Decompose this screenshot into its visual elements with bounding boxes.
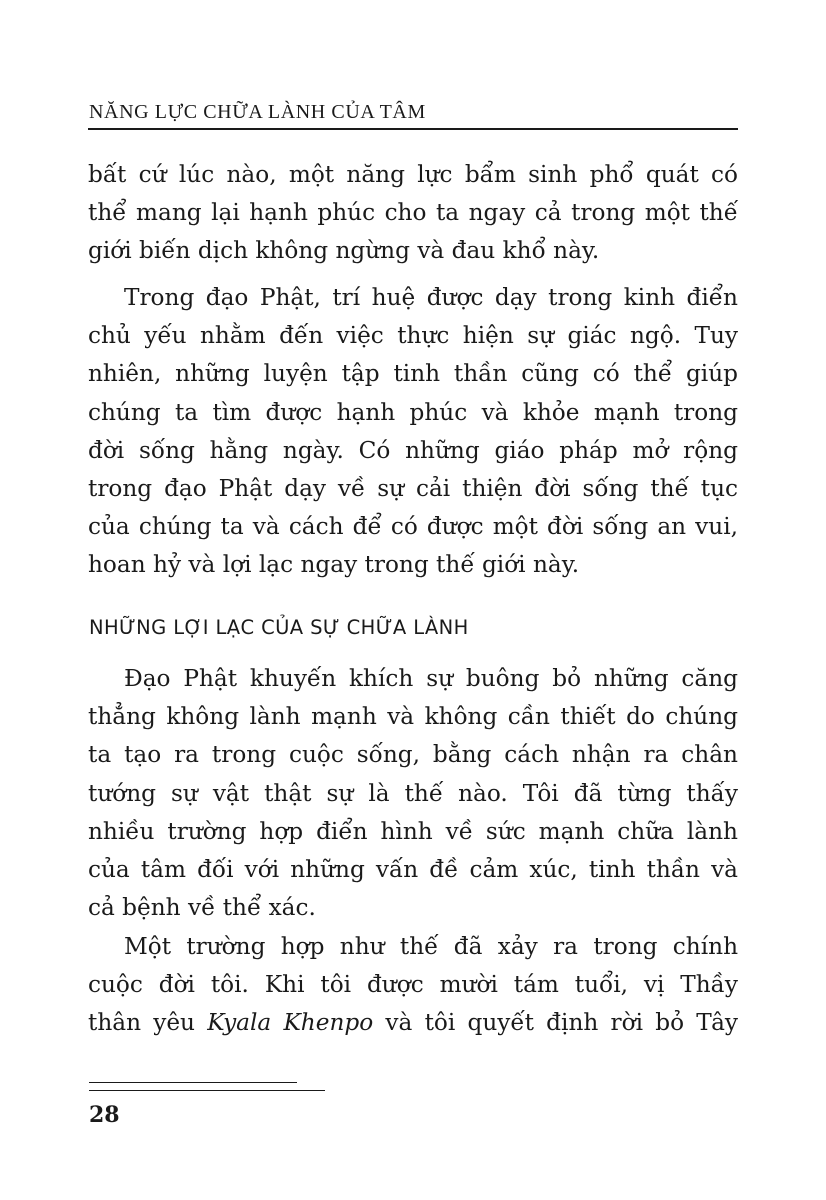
teacher-name: Kyala Khenpo	[207, 1009, 374, 1037]
paragraph-3-line-1: Đạo Phật khuyến khích sự buông bỏ những căng	[124, 665, 738, 692]
section-heading: NHỮNG LỢI LẠC CỦA SỰ CHỮA LÀNH	[89, 616, 469, 639]
paragraph-3-line-5: nhiều trường hợp điển hình về sức mạnh chữa lành	[88, 817, 738, 845]
running-header: NĂNG LỰC CHỮA LÀNH CỦA TÂM	[89, 101, 426, 123]
paragraph-4-line-1: Một trường hợp như thế đã xảy ra trong chính	[124, 933, 738, 960]
paragraph-2-line-5: đời sống hằng ngày. Có những giáo pháp mở rộng	[88, 436, 738, 464]
paragraph-1-line-2: thể mang lại hạnh phúc cho ta ngay cả trong một thế	[88, 199, 738, 227]
paragraph-3	[88, 660, 738, 927]
paragraph-4-line-3	[88, 1004, 738, 1042]
paragraph-2-line-8: hoan hỷ và lợi lạc ngay trong thế giới này.	[88, 551, 580, 579]
paragraph-3-line-2: thẳng không lành mạnh và không cần thiết do chúng	[88, 703, 738, 731]
paragraph-4-line-3-before: thân yêu	[88, 1009, 208, 1037]
header-rule	[88, 128, 738, 130]
paragraph-2	[88, 279, 738, 585]
paragraph-2-line-3: nhiên, những luyện tập tinh thần cũng có thể giúp	[88, 360, 738, 388]
paragraph-3-line-3: ta tạo ra trong cuộc sống, bằng cách nhận ra chân	[88, 741, 738, 769]
paragraph-2-line-7: của chúng ta và cách để có được một đời sống an vui,	[88, 513, 738, 541]
paragraph-1-line-1: bất cứ lúc nào, một năng lực bẩm sinh phổ quát có	[88, 161, 738, 188]
paragraph-4	[88, 928, 738, 1043]
paragraph-4-line-2: cuộc đời tôi. Khi tôi được mười tám tuổi, vị Thầy	[88, 971, 738, 999]
paragraph-2-line-4: chúng ta tìm được hạnh phúc và khỏe mạnh trong	[88, 398, 738, 426]
paragraph-3-line-6: của tâm đối với những vấn đề cảm xúc, tinh thần và	[88, 856, 738, 884]
paragraph-2-line-1: Trong đạo Phật, trí huệ được dạy trong kinh điển	[124, 284, 738, 311]
paragraph-3-line-4: tướng sự vật thật sự là thế nào. Tôi đã từng thấy	[88, 779, 738, 807]
paragraph-4-line-3-after: và tôi quyết định rời bỏ Tây	[373, 1009, 738, 1037]
paragraph-1-line-3: giới biến dịch không ngừng và đau khổ này.	[88, 237, 600, 265]
paragraph-2-line-2: chủ yếu nhằm đến việc thực hiện sự giác ngộ. Tuy	[88, 322, 738, 350]
footer-rule-upper	[89, 1082, 297, 1083]
paragraph-2-line-6: trong đạo Phật dạy về sự cải thiện đời sống thế tục	[88, 475, 738, 503]
page-number: 28	[89, 1102, 120, 1128]
paragraph-3-line-7: cả bệnh về thể xác.	[88, 894, 316, 922]
footer-rule-lower	[89, 1090, 325, 1091]
paragraph-1	[88, 156, 738, 271]
